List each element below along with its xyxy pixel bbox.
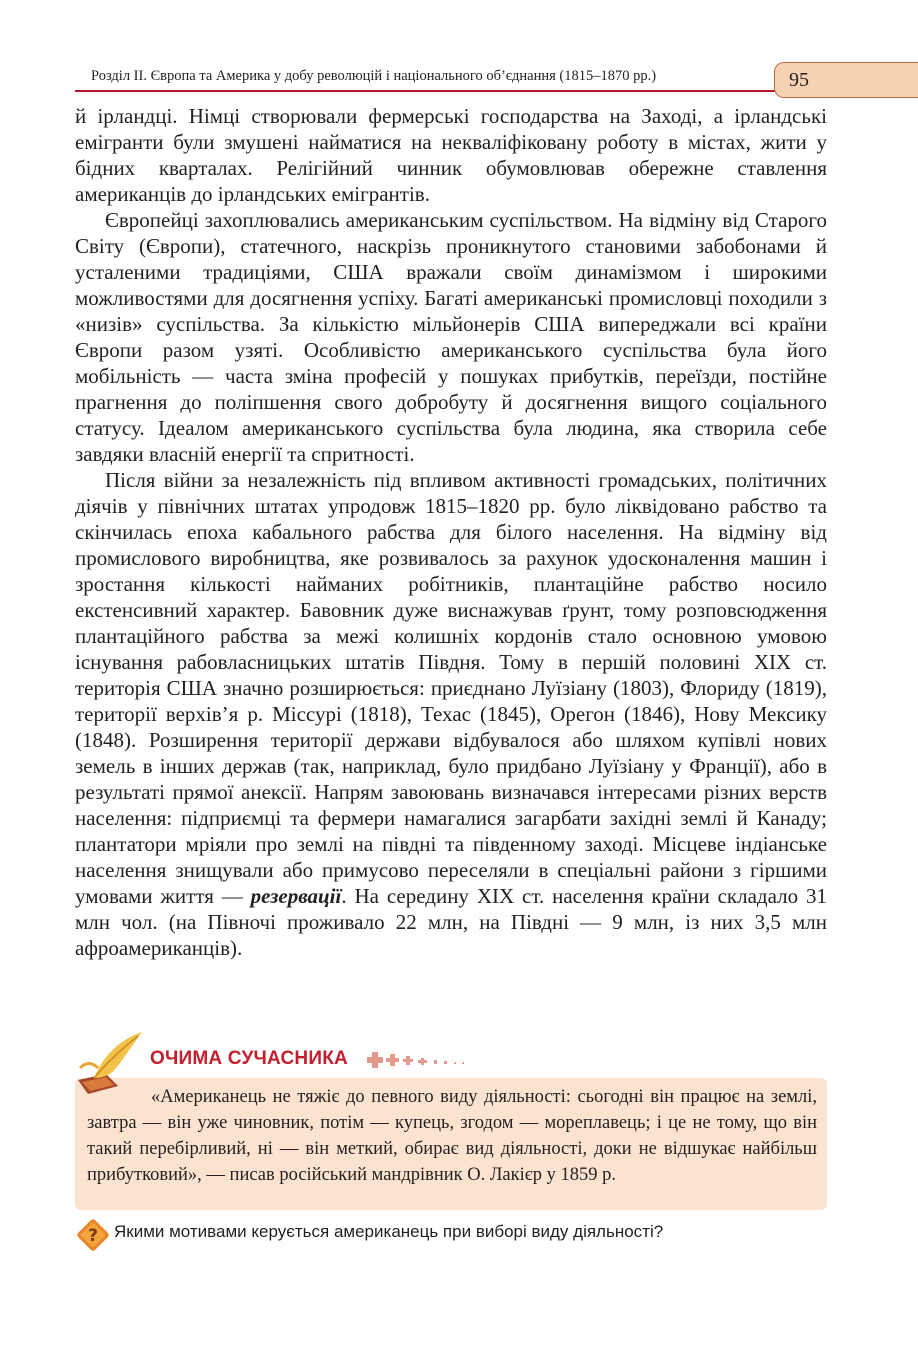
page-number: 95: [789, 69, 809, 91]
svg-text:?: ?: [88, 1226, 98, 1246]
paragraph-3-part-1: Після війни за незалежність під впливом активності громадських, політичних діячів у північних штатах упродовж 1815–1820 рр. було ліквідовано рабство та скінчилась епоха кабального рабства для білого населення. На відміну від промислового виробництва, яке розвивалось за рахунок удосконалення машин і зростання кількості найманих робітників, плантаційне рабство носило екстенсивний характер. Бавовник дуже виснажував ґрунт, тому розповсюдження плантаційного рабства за межі колишніх кордонів стало основною умовою існування рабовласницьких штатів Півдня. Тому в першій половині XIX ст. територія США значно розширюється: приєднано Луїзіану (1803), Флориду (1819), території верхів’я р. Міссурі (1818), Техас (1845), Орегон (1846), Нову Мексику (1848). Розширення території держави відбувалося або шляхом купівлі нових земель в інших держав (так, наприклад, було придбано Луїзіану у Франції), або в результаті прямої анексії. Напрям завоювань визначався інтересами різних верств населення: підприємці та фермери намагалися загарбати західні землі й Канаду; плантатори мріяли про землі на півдні та південному заході. Місцеве індіанське населення знищували або примусово переселяли в спеціальні райони з гіршими умовами життя —: [75, 468, 827, 908]
source-box: [75, 1078, 827, 1210]
header-rule: [75, 90, 781, 92]
quill-icon: [72, 1028, 152, 1098]
main-text: [75, 103, 827, 961]
paragraph-1: й ірландці. Німці створювали фермерські господарства на Заході, а ірландські емігранти були змушені найматися на некваліфіковану роботу в містах, жити у бідних кварталах. Релігійний чинник обумовлював обережне ставлення американців до ірландських емігрантів.: [75, 104, 827, 206]
paragraph-2: Європейці захоплювались американським суспільством. На відміну від Старого Світу (Європи), статечного, наскрізь проникнутого становими забобонами й усталеними традиціями, США вражали своїм динамізмом і широкими можливостями для досягнення успіху. Багаті американські промисловці походили з «низів» суспільства. За кількістю мільйонерів США випереджали всі країни Європи разом узяті. Особливістю американського суспільства була його мобільність — часта зміна професій у пошуках прибутків, переїзди, постійне прагнення до поліпшення свого добробуту й досягнення вищого соціального статусу. Ідеалом американського суспільства була людина, яка створила себе завдяки власній енергії та спритності.: [75, 208, 827, 466]
ornament-icon: [366, 1050, 476, 1070]
page-number-tab: [774, 62, 918, 98]
running-title: Розділ II. Європа та Америка у добу революцій і національного об’єднання (1815–1870 рр.): [91, 68, 657, 84]
paragraph-3-part-2: . На середину XIX ст. населення країни складало 31 млн чол. (на Півночі проживало 22 млн, на Півдні — 9 млн, із них 3,5 млн афроамериканців).: [75, 884, 827, 960]
source-box-title: ОЧИМА СУЧАСНИКА: [150, 1048, 348, 1069]
paragraph-3: [75, 467, 827, 961]
running-header: [75, 66, 775, 92]
source-quote: «Американець не тяжіє до певного виду діяльності: сьогодні він працює на землі, завтра — він уже чиновник, потім — купець, згодом — мореплавець; і це не тому, що він такий перебірливий, ні — він меткий, обирає вид діяльності, доки не відшукає найбільш прибутковий», — писав російський мандрівник О. Лакієр у 1859 р.: [87, 1087, 817, 1185]
question-text: Якими мотивами керується американець при виборі виду діяльності?: [114, 1222, 664, 1241]
term-reservations: резервації: [250, 884, 342, 908]
question-icon: [76, 1218, 110, 1252]
